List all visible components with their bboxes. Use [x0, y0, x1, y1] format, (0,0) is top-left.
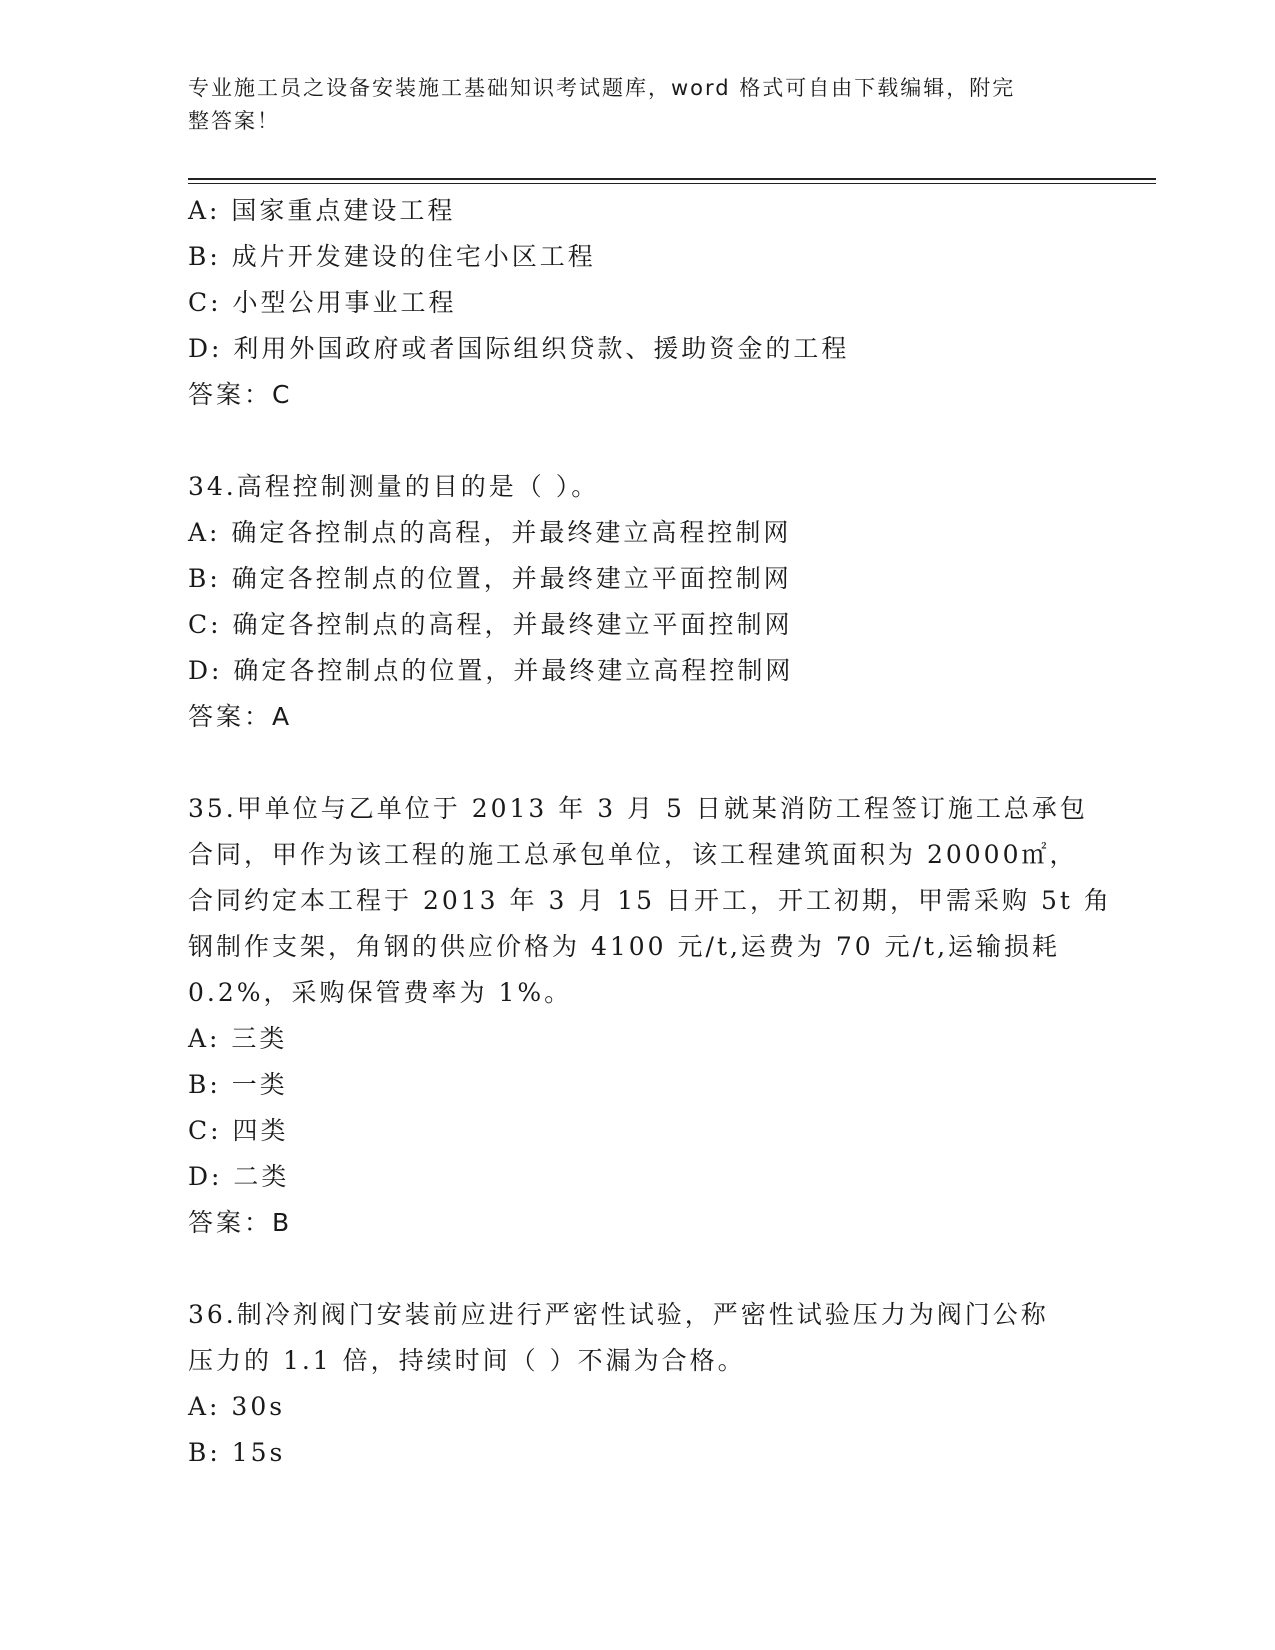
header-divider-thick	[188, 178, 1156, 180]
q36-stem-line-2: 压力的 1.1 倍，持续时间（ ）不漏为合格。	[188, 1346, 746, 1375]
q34-answer: 答案：A	[188, 702, 293, 731]
q35-stem-line-1: 35.甲单位与乙单位于 2013 年 3 月 5 日就某消防工程签订施工总承包	[188, 794, 1088, 823]
q33-option-b: B: 成片开发建设的住宅小区工程	[188, 242, 596, 271]
q33-option-c: C: 小型公用事业工程	[188, 288, 457, 317]
q34-option-d: D: 确定各控制点的位置，并最终建立高程控制网	[188, 656, 794, 685]
q34-option-a: A: 确定各控制点的高程，并最终建立高程控制网	[188, 518, 792, 547]
question-list	[188, 188, 1112, 1476]
q34-option-b: B: 确定各控制点的位置，并最终建立平面控制网	[188, 564, 792, 593]
q34-option-c: C: 确定各控制点的高程，并最终建立平面控制网	[188, 610, 793, 639]
spacer	[188, 418, 1088, 464]
header-title-line-1: 专业施工员之设备安装施工基础知识考试题库，word 格式可自由下载编辑，附完	[188, 76, 1016, 100]
q33-option-d: D: 利用外国政府或者国际组织贷款、援助资金的工程	[188, 334, 850, 363]
q35-option-a: A: 三类	[188, 1024, 288, 1053]
question-33-block	[188, 188, 1088, 418]
q34-stem: 34.高程控制测量的目的是（ ）。	[188, 472, 600, 501]
q35-option-b: B: 一类	[188, 1070, 288, 1099]
q35-stem-line-5: 0.2%，采购保管费率为 1%。	[188, 978, 573, 1007]
q35-stem-line-3: 合同约定本工程于 2013 年 3 月 15 日开工，开工初期，甲需采购 5t 角	[188, 886, 1112, 915]
header-divider-thin	[188, 183, 1156, 184]
q35-answer: 答案：B	[188, 1208, 293, 1237]
q36-option-b: B: 15s	[188, 1438, 286, 1467]
q35-stem-line-2: 合同，甲作为该工程的施工总承包单位，该工程建筑面积为 20000㎡，	[188, 840, 1078, 869]
q35-stem-line-4: 钢制作支架，角钢的供应价格为 4100 元/t,运费为 70 元/t,运输损耗	[188, 932, 1061, 961]
spacer	[188, 740, 1088, 786]
q35-option-c: C: 四类	[188, 1116, 289, 1145]
question-35-block	[188, 786, 1112, 1246]
q35-option-d: D: 二类	[188, 1162, 290, 1191]
header-title-line-2: 整答案！	[188, 109, 280, 133]
q36-option-a: A: 30s	[188, 1392, 286, 1421]
spacer	[188, 1246, 1088, 1292]
document-header	[188, 72, 1068, 138]
question-34-block	[188, 464, 1088, 740]
q36-stem-line-1: 36.制冷剂阀门安装前应进行严密性试验，严密性试验压力为阀门公称	[188, 1300, 1049, 1329]
q33-answer: 答案：C	[188, 380, 293, 409]
q33-option-a: A: 国家重点建设工程	[188, 196, 456, 225]
question-36-block	[188, 1292, 1088, 1476]
